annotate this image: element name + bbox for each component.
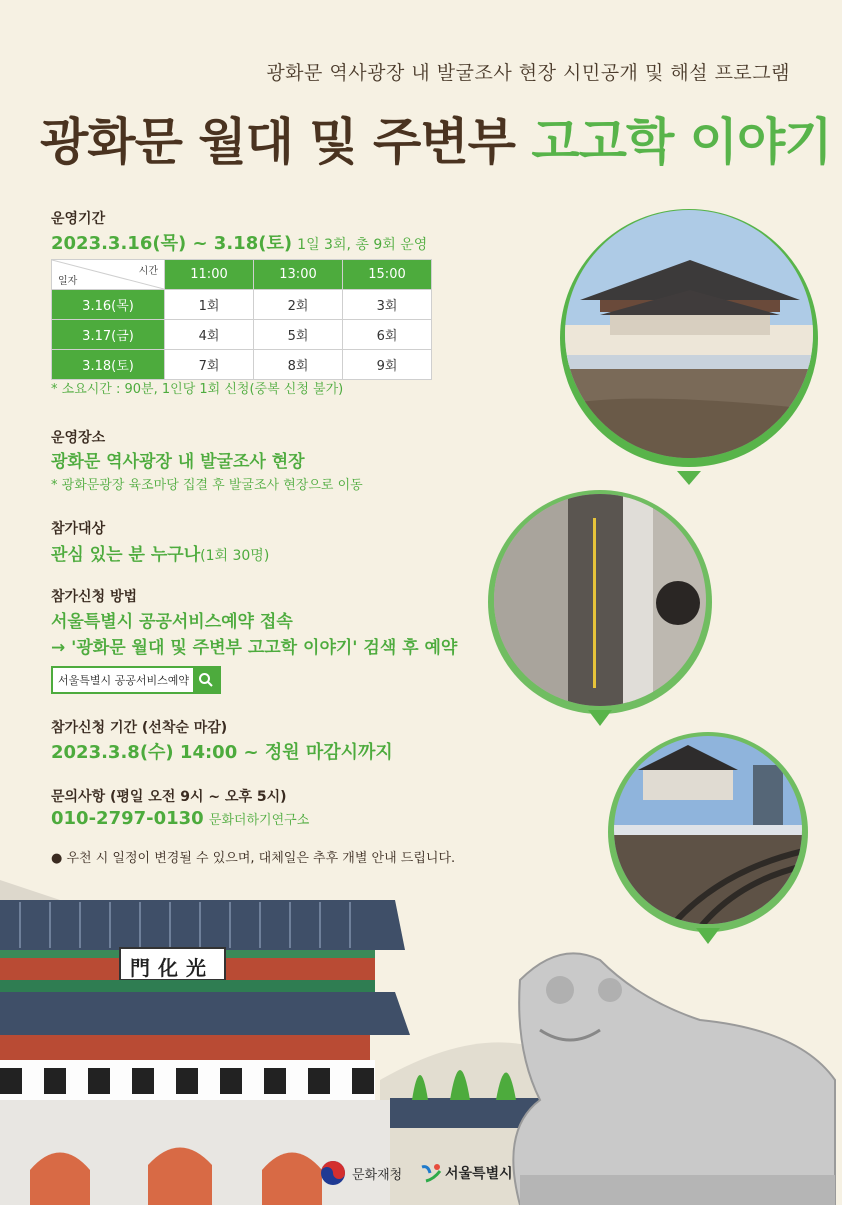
gate-illustration [0,880,842,1205]
target-label: 참가대상 [51,521,106,537]
period-label: 운영기간 [51,211,106,227]
photo-gate [560,205,820,490]
contact-phone: 010-2797-0130 [51,808,204,829]
contact-label: 문의사항 (평일 오전 9시 ~ 오후 5시) [51,789,287,805]
notice-text: ● 우천 시 일정이 변경될 수 있으며, 대체일은 추후 개별 안내 드립니다. [51,851,456,866]
place-value: 광화문 역사광장 내 발굴조사 현장 [51,452,305,472]
place-label: 운영장소 [51,430,106,446]
title-highlight: 고고학 이야기 [531,113,832,171]
session-cell: 2회 [254,290,343,320]
search-box[interactable] [51,666,221,694]
session-cell: 3회 [343,290,432,320]
logo-seoul [420,1163,513,1183]
contact-line [51,808,309,829]
search-button[interactable] [193,668,219,692]
period-dates-note: 1일 3회, 총 9회 운영 [297,237,428,253]
session-cell: 9회 [343,350,432,380]
date-cell: 3.18(토) [52,350,165,380]
table-row [52,290,432,320]
table-header-row [52,260,432,290]
table-row [52,320,432,350]
apply-line2: → '광화문 월대 및 주변부 고고학 이야기' 검색 후 예약 [51,638,458,658]
session-cell: 6회 [343,320,432,350]
target-line [51,540,269,565]
session-cell: 5회 [254,320,343,350]
period-dates-line [51,229,427,255]
table-row [52,350,432,380]
seoul-logo-icon [420,1163,442,1183]
taegeuk-icon [320,1160,346,1186]
period-note: * 소요시간 : 90분, 1인당 1회 신청(중복 신청 불가) [51,382,344,397]
gate-sign: 門化光 [130,956,214,980]
schedule-table [51,259,432,380]
session-cell: 8회 [254,350,343,380]
date-cell: 3.17(금) [52,320,165,350]
contact-org: 문화더하기연구소 [208,813,310,828]
logo-cha [320,1160,402,1186]
session-cell: 4회 [165,320,254,350]
time-header: 15:00 [343,260,432,290]
date-cell: 3.16(목) [52,290,165,320]
corner-top-label: 시간 [138,266,158,277]
apply-period-value: 2023.3.8(수) 14:00 ~ 정원 마감시까지 [51,742,393,763]
session-cell: 7회 [165,350,254,380]
apply-label: 참가신청 방법 [51,589,138,605]
apply-period-label: 참가신청 기간 (선착순 마감) [51,720,228,736]
logo-seoul-text: 서울특별시 [445,1166,513,1182]
corner-bottom-label: 일자 [58,276,78,287]
title-main: 광화문 월대 및 주변부 [40,113,532,171]
search-input[interactable]: 서울특별시 공공서비스예약 [58,674,190,687]
time-header: 13:00 [254,260,343,290]
search-icon [198,672,214,688]
photo-trench [488,488,713,733]
logo-cha-text: 문화재청 [352,1167,403,1183]
session-cell: 1회 [165,290,254,320]
period-dates: 2023.3.16(목) ~ 3.18(토) [51,233,293,254]
place-note: * 광화문광장 육조마당 집결 후 발굴조사 현장으로 이동 [51,478,363,493]
time-header: 11:00 [165,260,254,290]
table-corner [52,260,165,290]
subtitle: 광화문 역사광장 내 발굴조사 현장 시민공개 및 해설 프로그램 [266,62,790,84]
target-value: 관심 있는 분 누구나 [51,545,201,565]
page-title [40,102,832,174]
target-note: (1회 30명) [200,548,270,564]
apply-line1: 서울특별시 공공서비스예약 접속 [51,612,293,632]
